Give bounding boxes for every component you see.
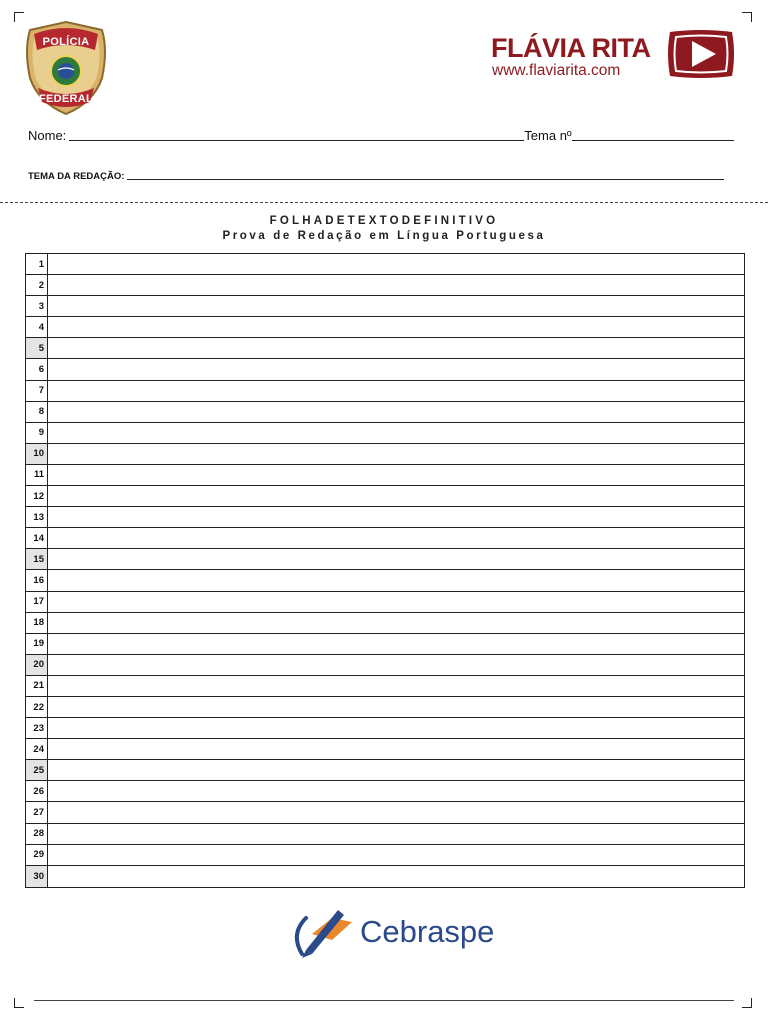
writing-line[interactable] [48, 528, 744, 548]
line-number: 19 [26, 634, 48, 654]
writing-line[interactable] [48, 507, 744, 527]
writing-line-row [26, 824, 744, 845]
writing-line[interactable] [48, 802, 744, 822]
writing-line[interactable] [48, 359, 744, 379]
cebraspe-pen-icon [288, 906, 360, 960]
name-input-line[interactable] [69, 140, 524, 141]
line-number: 1 [26, 254, 48, 274]
line-number: 2 [26, 275, 48, 295]
name-label: Nome: [28, 128, 67, 143]
writing-line[interactable] [48, 739, 744, 759]
writing-line-row [26, 739, 744, 760]
writing-line[interactable] [48, 655, 744, 675]
writing-line[interactable] [48, 697, 744, 717]
line-number: 14 [26, 528, 48, 548]
name-field-row [28, 128, 734, 143]
line-number: 17 [26, 592, 48, 612]
writing-line[interactable] [48, 423, 744, 443]
writing-line[interactable] [48, 402, 744, 422]
cebraspe-text: Cebraspe [360, 914, 495, 949]
writing-line[interactable] [48, 444, 744, 464]
writing-line-row [26, 866, 744, 887]
writing-line-row [26, 528, 744, 549]
writing-line[interactable] [48, 676, 744, 696]
writing-line-row [26, 507, 744, 528]
sheet-title: FOLHADETEXTODEFINITIVO [269, 215, 499, 227]
writing-line-row [26, 802, 744, 823]
writing-line-row [26, 444, 744, 465]
badge-bottom-text: FEDERAL [38, 93, 94, 105]
brand-url: www.flaviarita.com [492, 62, 621, 79]
writing-line-row [26, 781, 744, 802]
writing-line-row [26, 634, 744, 655]
writing-line-row [26, 254, 744, 275]
writing-line-row [26, 592, 744, 613]
writing-line[interactable] [48, 254, 744, 274]
writing-line-row [26, 570, 744, 591]
theme-number-input-line[interactable] [572, 140, 734, 141]
line-number: 28 [26, 824, 48, 844]
line-number: 26 [26, 781, 48, 801]
line-number: 10 [26, 444, 48, 464]
writing-line[interactable] [48, 760, 744, 780]
writing-line-row [26, 676, 744, 697]
line-number: 3 [26, 296, 48, 316]
crop-mark-bottom-left [14, 998, 24, 1008]
essay-theme-label: TEMA DA REDAÇÃO: [28, 171, 125, 182]
writing-line-row [26, 613, 744, 634]
writing-line-row [26, 381, 744, 402]
writing-line[interactable] [48, 549, 744, 569]
theme-number-label: Tema nº [524, 128, 572, 143]
sheet-subtitle: Prova de Redação em Língua Portuguesa [222, 230, 546, 242]
line-number: 22 [26, 697, 48, 717]
line-number: 5 [26, 338, 48, 358]
cebraspe-logo [288, 906, 508, 960]
line-number: 25 [26, 760, 48, 780]
writing-line[interactable] [48, 570, 744, 590]
writing-line-row [26, 549, 744, 570]
writing-line[interactable] [48, 317, 744, 337]
writing-line[interactable] [48, 718, 744, 738]
writing-line-row [26, 317, 744, 338]
brand-name: FLÁVIA RITA [491, 33, 651, 63]
line-number: 12 [26, 486, 48, 506]
line-number: 24 [26, 739, 48, 759]
line-number: 30 [26, 866, 48, 887]
writing-line[interactable] [48, 275, 744, 295]
badge-top-text: POLÍCIA [42, 36, 90, 48]
writing-line[interactable] [48, 866, 744, 887]
writing-line[interactable] [48, 338, 744, 358]
writing-line-row [26, 845, 744, 866]
writing-line[interactable] [48, 465, 744, 485]
line-number: 21 [26, 676, 48, 696]
line-number: 4 [26, 317, 48, 337]
play-icon [664, 28, 738, 80]
line-number: 23 [26, 718, 48, 738]
line-number: 8 [26, 402, 48, 422]
writing-line[interactable] [48, 824, 744, 844]
writing-line-row [26, 655, 744, 676]
writing-line-row [26, 275, 744, 296]
writing-line[interactable] [48, 486, 744, 506]
line-number: 7 [26, 381, 48, 401]
crop-mark-bottom-right [742, 998, 752, 1008]
line-number: 16 [26, 570, 48, 590]
writing-lines-table [25, 253, 745, 888]
writing-line-row [26, 465, 744, 486]
line-number: 18 [26, 613, 48, 633]
writing-line-row [26, 760, 744, 781]
line-number: 11 [26, 465, 48, 485]
writing-line-row [26, 697, 744, 718]
writing-line-row [26, 423, 744, 444]
line-number: 29 [26, 845, 48, 865]
essay-theme-input-line[interactable] [127, 179, 724, 180]
writing-line-row [26, 402, 744, 423]
writing-line[interactable] [48, 296, 744, 316]
cut-line [0, 202, 768, 203]
writing-line[interactable] [48, 613, 744, 633]
writing-line[interactable] [48, 781, 744, 801]
writing-line-row [26, 486, 744, 507]
writing-line-row [26, 338, 744, 359]
writing-line-row [26, 718, 744, 739]
line-number: 9 [26, 423, 48, 443]
bottom-rule [34, 1000, 734, 1001]
writing-line-row [26, 296, 744, 317]
policia-federal-badge [22, 20, 110, 116]
line-number: 27 [26, 802, 48, 822]
line-number: 20 [26, 655, 48, 675]
writing-line[interactable] [48, 592, 744, 612]
writing-line[interactable] [48, 634, 744, 654]
line-number: 13 [26, 507, 48, 527]
line-number: 15 [26, 549, 48, 569]
crop-mark-top-right [742, 12, 752, 22]
flavia-rita-logo [488, 28, 743, 84]
writing-line-row [26, 359, 744, 380]
writing-line[interactable] [48, 845, 744, 865]
line-number: 6 [26, 359, 48, 379]
writing-line[interactable] [48, 381, 744, 401]
essay-theme-row [28, 171, 724, 182]
